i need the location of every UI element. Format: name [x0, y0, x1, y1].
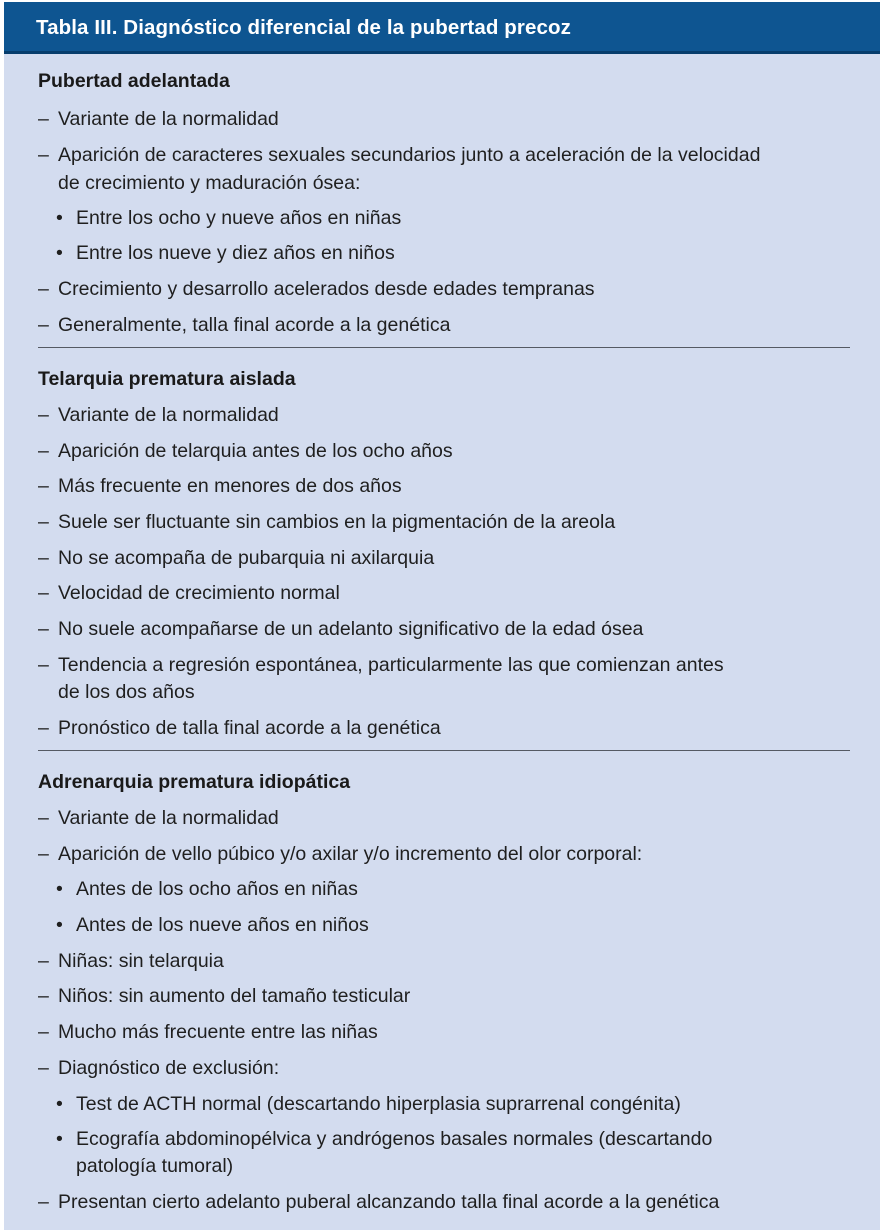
sub-list-item: • Ecografía abdominopélvica y andrógenos basales normales (descartando	[56, 1128, 713, 1150]
dash-marker: –	[38, 843, 49, 865]
dash-marker: –	[38, 985, 49, 1007]
list-item: – Variante de la normalidad	[38, 108, 279, 130]
dash-marker: –	[38, 807, 49, 829]
dash-marker: –	[38, 1021, 49, 1043]
section-title-telarquia-prematura-aislada: Telarquia prematura aislada	[38, 368, 296, 390]
sub-list-item-continuation: patología tumoral)	[76, 1155, 234, 1177]
table-title: Tabla III. Diagnóstico diferencial de la pubertad precoz	[4, 2, 880, 54]
section-divider	[38, 750, 850, 751]
dash-marker: –	[38, 547, 49, 569]
dash-marker: –	[38, 1057, 49, 1079]
dash-marker: –	[38, 475, 49, 497]
list-item: – Velocidad de crecimiento normal	[38, 582, 340, 604]
dash-marker: –	[38, 582, 49, 604]
sub-list-item: • Antes de los ocho años en niñas	[56, 878, 358, 900]
dash-marker: –	[38, 314, 49, 336]
list-item-continuation: de los dos años	[58, 681, 195, 703]
dash-marker: –	[38, 440, 49, 462]
list-item: – Variante de la normalidad	[38, 807, 279, 829]
dash-marker: –	[38, 950, 49, 972]
bullet-marker: •	[56, 242, 63, 264]
list-item: – Niñas: sin telarquia	[38, 950, 224, 972]
list-item: – Mucho más frecuente entre las niñas	[38, 1021, 378, 1043]
dash-marker: –	[38, 717, 49, 739]
list-item: – Aparición de caracteres sexuales secundarios junto a aceleración de la velocidad	[38, 144, 761, 166]
list-item: – Tendencia a regresión espontánea, particularmente las que comienzan antes	[38, 654, 724, 676]
list-item: – Variante de la normalidad	[38, 404, 279, 426]
bullet-marker: •	[56, 878, 63, 900]
list-item: – Presentan cierto adelanto puberal alcanzando talla final acorde a la genética	[38, 1191, 720, 1213]
bullet-marker: •	[56, 1093, 63, 1115]
dash-marker: –	[38, 404, 49, 426]
list-item: – Pronóstico de talla final acorde a la genética	[38, 717, 441, 739]
dash-marker: –	[38, 654, 49, 676]
sub-list-item: • Test de ACTH normal (descartando hiperplasia suprarrenal congénita)	[56, 1093, 681, 1115]
dash-marker: –	[38, 278, 49, 300]
table-container	[4, 2, 880, 1230]
list-item: – Niños: sin aumento del tamaño testicular	[38, 985, 411, 1007]
dash-marker: –	[38, 1191, 49, 1213]
bullet-marker: •	[56, 1128, 63, 1150]
dash-marker: –	[38, 144, 49, 166]
sub-list-item: • Entre los nueve y diez años en niños	[56, 242, 395, 264]
bullet-marker: •	[56, 914, 63, 936]
list-item: – No se acompaña de pubarquia ni axilarquia	[38, 547, 435, 569]
list-item: – Más frecuente en menores de dos años	[38, 475, 402, 497]
sub-list-item: • Antes de los nueve años en niños	[56, 914, 369, 936]
section-divider	[38, 347, 850, 348]
list-item: – Aparición de vello púbico y/o axilar y/o incremento del olor corporal:	[38, 843, 643, 865]
dash-marker: –	[38, 618, 49, 640]
list-item: – Generalmente, talla final acorde a la genética	[38, 314, 451, 336]
list-item: – Suele ser fluctuante sin cambios en la pigmentación de la areola	[38, 511, 616, 533]
section-title-pubertad-adelantada: Pubertad adelantada	[38, 70, 230, 92]
dash-marker: –	[38, 108, 49, 130]
bullet-marker: •	[56, 207, 63, 229]
sub-list-item: • Entre los ocho y nueve años en niñas	[56, 207, 402, 229]
dash-marker: –	[38, 511, 49, 533]
list-item: – No suele acompañarse de un adelanto significativo de la edad ósea	[38, 618, 644, 640]
list-item: – Crecimiento y desarrollo acelerados desde edades tempranas	[38, 278, 595, 300]
list-item: – Diagnóstico de exclusión:	[38, 1057, 280, 1079]
list-item: – Aparición de telarquia antes de los ocho años	[38, 440, 453, 462]
list-item-continuation: de crecimiento y maduración ósea:	[58, 172, 361, 194]
section-title-adrenarquia-prematura-idiopatica: Adrenarquia prematura idiopática	[38, 771, 351, 793]
